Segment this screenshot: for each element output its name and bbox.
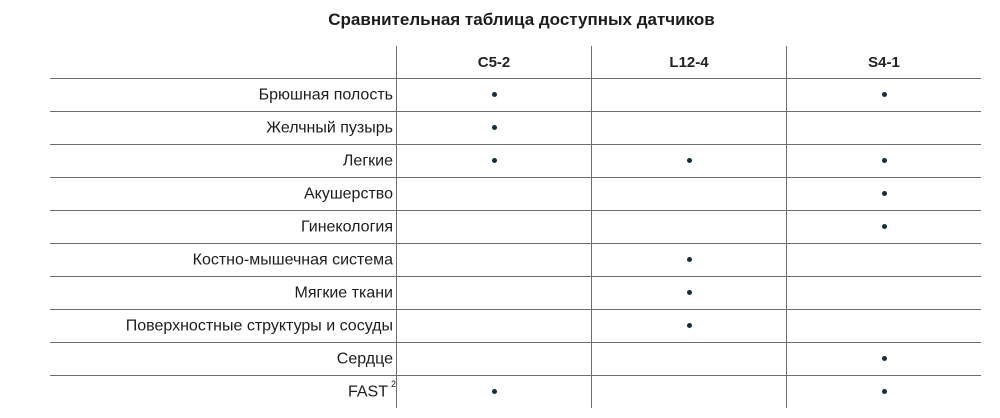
table-cell	[592, 178, 787, 211]
table-cell	[787, 211, 982, 244]
table-cell	[592, 376, 787, 409]
row-label-text: Мягкие ткани	[294, 284, 393, 302]
table-row	[50, 211, 981, 244]
table-cell	[397, 145, 592, 178]
table-cell	[592, 145, 787, 178]
column-header-s4-1: S4-1	[787, 46, 982, 79]
availability-dot	[492, 92, 497, 97]
header-row	[50, 46, 981, 79]
table-row	[50, 112, 981, 145]
table-cell	[397, 310, 592, 343]
row-label	[50, 277, 397, 310]
row-footnote-ref: 2	[390, 379, 396, 390]
availability-dot	[492, 389, 497, 394]
table-row	[50, 178, 981, 211]
table-cell	[397, 277, 592, 310]
table-cell	[397, 178, 592, 211]
row-label	[50, 310, 397, 343]
sensor-comparison-table	[50, 46, 981, 408]
table-cell	[592, 277, 787, 310]
availability-dot	[687, 158, 692, 163]
table-row	[50, 79, 981, 112]
table-title: Сравнительная таблица доступных датчиков	[328, 10, 715, 29]
table-cell	[787, 112, 982, 145]
row-label	[50, 79, 397, 112]
row-label	[50, 376, 397, 409]
table-cell	[397, 79, 592, 112]
row-label-text: Брюшная полость	[258, 86, 393, 104]
row-label	[50, 178, 397, 211]
table-cell	[592, 79, 787, 112]
table-cell	[787, 277, 982, 310]
table-cell	[787, 178, 982, 211]
table-row	[50, 277, 981, 310]
availability-dot	[687, 257, 692, 262]
availability-dot	[492, 125, 497, 130]
availability-dot	[882, 92, 887, 97]
table-cell	[592, 211, 787, 244]
table-row	[50, 343, 981, 376]
table-cell	[592, 343, 787, 376]
availability-dot	[882, 191, 887, 196]
table-cell	[787, 145, 982, 178]
table-cell	[592, 244, 787, 277]
table-cell	[592, 112, 787, 145]
availability-dot	[492, 158, 497, 163]
row-label	[50, 343, 397, 376]
row-label	[50, 211, 397, 244]
availability-dot	[687, 290, 692, 295]
row-label-text: Гинекология	[300, 218, 393, 236]
row-label-text: Костно-мышечная система	[192, 251, 393, 269]
column-header-c5-2: C5-2	[397, 46, 592, 79]
table-cell	[787, 376, 982, 409]
row-label-text: Желчный пузырь	[266, 119, 393, 137]
availability-dot	[882, 389, 887, 394]
row-label	[50, 145, 397, 178]
table-row	[50, 376, 981, 409]
row-label	[50, 244, 397, 277]
column-header-l12-4: L12-4	[592, 46, 787, 79]
header-corner	[50, 46, 397, 79]
table-cell	[397, 211, 592, 244]
table-row	[50, 244, 981, 277]
row-label-text: Легкие	[342, 152, 393, 170]
table-cell	[787, 244, 982, 277]
row-label-text: FAST	[347, 383, 388, 401]
table-cell	[397, 112, 592, 145]
table-row	[50, 310, 981, 343]
table-cell	[787, 310, 982, 343]
row-label-text: Акушерство	[303, 185, 393, 203]
row-label-text: Сердце	[336, 350, 393, 368]
table-cell	[397, 376, 592, 409]
table-cell	[592, 310, 787, 343]
availability-dot	[882, 224, 887, 229]
row-label-text: Поверхностные структуры и сосуды	[125, 317, 393, 335]
availability-dot	[882, 158, 887, 163]
availability-dot	[687, 323, 692, 328]
table-cell	[787, 343, 982, 376]
table-row	[50, 145, 981, 178]
availability-dot	[882, 356, 887, 361]
table-cell	[397, 343, 592, 376]
table-cell	[397, 244, 592, 277]
row-label	[50, 112, 397, 145]
table-cell	[787, 79, 982, 112]
